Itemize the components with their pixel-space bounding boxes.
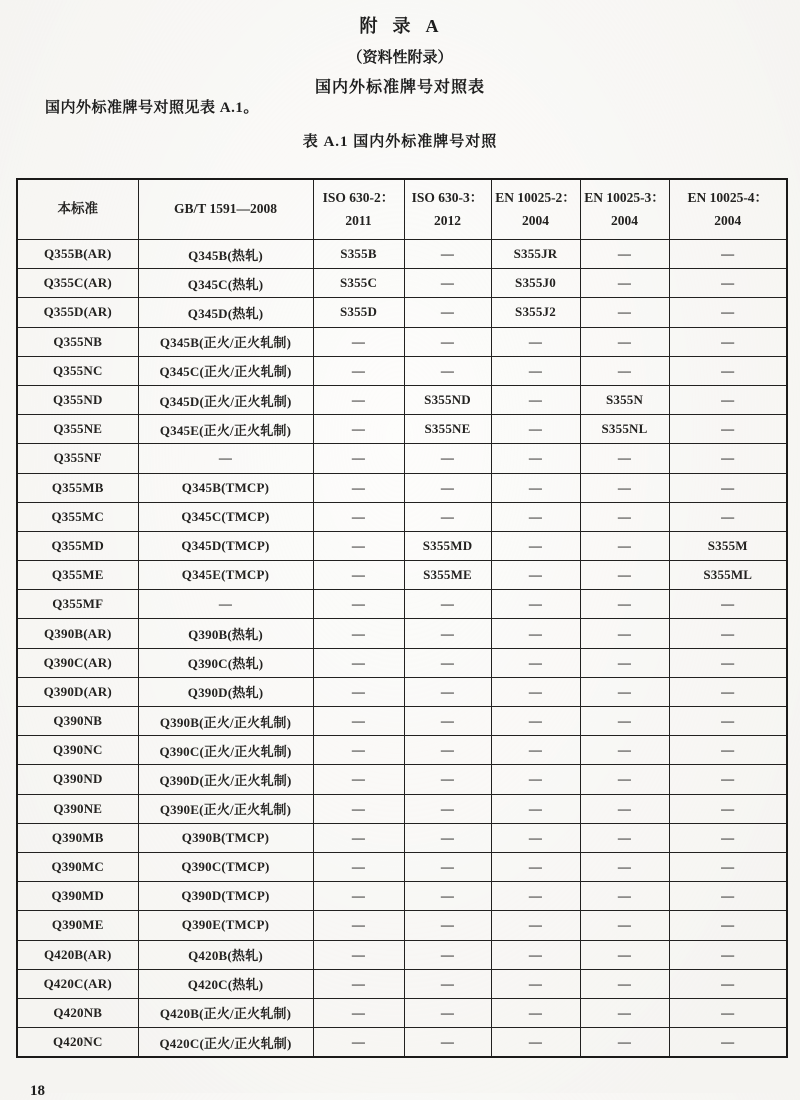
table-cell: — (669, 1028, 787, 1058)
table-cell: — (491, 823, 580, 852)
table-cell: — (491, 444, 580, 473)
grade-cell: Q390NB (17, 707, 138, 736)
table-cell: — (669, 590, 787, 619)
table-cell: S355NL (580, 415, 669, 444)
table-cell: — (404, 998, 491, 1027)
table-cell: — (491, 940, 580, 969)
table-cell: — (313, 444, 404, 473)
table-cell: S355JR (491, 240, 580, 269)
grade-cell: Q355ND (17, 385, 138, 414)
table-cell: S355N (580, 385, 669, 414)
table-cell: — (669, 677, 787, 706)
table-cell: — (313, 736, 404, 765)
col-header-line2: 2012 (434, 212, 461, 228)
table-cell: Q345D(正火/正火轧制) (138, 385, 313, 414)
table-body (17, 240, 787, 1058)
table-cell: — (313, 415, 404, 444)
table-row (17, 444, 787, 473)
table-cell: — (580, 794, 669, 823)
table-cell: — (669, 444, 787, 473)
table-row (17, 969, 787, 998)
col-header-line1: 本标准 (57, 201, 98, 217)
table-cell: — (491, 415, 580, 444)
grade-cell: Q390B(AR) (17, 619, 138, 648)
table-cell: — (404, 1028, 491, 1058)
col-header-line1: EN 10025-4： (687, 189, 769, 205)
table-cell: Q390B(TMCP) (138, 823, 313, 852)
table-cell: — (669, 911, 787, 940)
table-cell: — (669, 619, 787, 648)
table-row (17, 794, 787, 823)
grade-cell: Q420B(AR) (17, 940, 138, 969)
table-cell: — (669, 356, 787, 385)
table-row (17, 765, 787, 794)
table-cell: — (404, 823, 491, 852)
table-cell: — (669, 998, 787, 1027)
table-cell: S355ND (404, 385, 491, 414)
table-cell: — (491, 707, 580, 736)
table-cell: — (491, 998, 580, 1027)
table-cell: — (491, 969, 580, 998)
table-cell: — (580, 882, 669, 911)
table-cell: — (491, 385, 580, 414)
table-cell: S355B (313, 240, 404, 269)
table-row (17, 677, 787, 706)
table-cell: Q345C(热轧) (138, 269, 313, 298)
table-cell: — (580, 240, 669, 269)
table-cell: — (669, 385, 787, 414)
table-row (17, 619, 787, 648)
grade-cell: Q355B(AR) (17, 240, 138, 269)
table-cell: — (491, 794, 580, 823)
table-cell: — (491, 677, 580, 706)
table-cell: — (138, 590, 313, 619)
grade-cell: Q355C(AR) (17, 269, 138, 298)
intro-paragraph: 国内外标准牌号对照见表 A.1。 (45, 100, 259, 116)
table-row (17, 240, 787, 269)
table-cell: — (313, 385, 404, 414)
table-row (17, 531, 787, 560)
table-cell: — (580, 823, 669, 852)
table-row (17, 415, 787, 444)
table-row (17, 590, 787, 619)
table-row (17, 298, 787, 327)
table-cell: — (491, 531, 580, 560)
table-cell: — (313, 619, 404, 648)
table-cell: — (580, 677, 669, 706)
table-cell: — (404, 648, 491, 677)
table-cell: — (313, 677, 404, 706)
table-cell: — (669, 765, 787, 794)
grade-cell: Q390D(AR) (17, 677, 138, 706)
table-cell: S355J2 (491, 298, 580, 327)
table-row (17, 852, 787, 881)
appendix-title: 附 录 A (359, 16, 441, 36)
table-cell: — (669, 823, 787, 852)
table-cell: — (580, 561, 669, 590)
table-cell: — (491, 356, 580, 385)
table-cell: — (669, 736, 787, 765)
table-cell: — (669, 327, 787, 356)
table-cell: — (313, 327, 404, 356)
col-header-line1: EN 10025-2： (495, 189, 576, 205)
table-cell: — (313, 969, 404, 998)
table-cell: — (313, 794, 404, 823)
table-cell: — (313, 911, 404, 940)
table-row (17, 502, 787, 531)
table-cell: — (491, 327, 580, 356)
table-cell: Q345D(热轧) (138, 298, 313, 327)
table-cell: — (669, 269, 787, 298)
table-cell: — (669, 502, 787, 531)
table-cell: — (491, 736, 580, 765)
table-cell: — (138, 444, 313, 473)
table-cell: — (404, 590, 491, 619)
table-cell: — (404, 619, 491, 648)
table-cell: Q345B(热轧) (138, 240, 313, 269)
table-cell: — (669, 298, 787, 327)
table-cell: — (580, 911, 669, 940)
col-header-en10025-4 (669, 179, 787, 240)
table-row (17, 473, 787, 502)
table-cell: Q345C(TMCP) (138, 502, 313, 531)
table-cell: — (580, 998, 669, 1027)
table-cell: — (313, 765, 404, 794)
table-cell: — (669, 852, 787, 881)
table-cell: — (580, 648, 669, 677)
table-cell: — (404, 240, 491, 269)
table-row (17, 736, 787, 765)
col-header-line2: 2011 (345, 212, 372, 228)
col-header-line2: 2004 (522, 212, 549, 228)
grade-cell: Q355MC (17, 502, 138, 531)
table-row (17, 1028, 787, 1058)
comparison-table (16, 178, 788, 1058)
table-row (17, 882, 787, 911)
table-cell: S355MD (404, 531, 491, 560)
col-header-line1: ISO 630-2： (322, 189, 395, 205)
table-cell: — (580, 531, 669, 560)
table-cell: — (313, 1028, 404, 1058)
table-cell: — (491, 590, 580, 619)
table-cell: — (313, 882, 404, 911)
table-cell: — (404, 707, 491, 736)
grade-cell: Q390MD (17, 882, 138, 911)
col-header-line2: 2004 (714, 212, 742, 228)
table-cell: — (669, 648, 787, 677)
table-row (17, 911, 787, 940)
table-cell: Q345D(TMCP) (138, 531, 313, 560)
table-cell: Q390C(正火/正火轧制) (138, 736, 313, 765)
table-cell: — (404, 940, 491, 969)
table-cell: S355C (313, 269, 404, 298)
grade-cell: Q390NC (17, 736, 138, 765)
table-cell: — (669, 940, 787, 969)
col-header-line1: GB/T 1591—2008 (174, 201, 277, 217)
table-cell: — (313, 707, 404, 736)
grade-cell: Q355ME (17, 561, 138, 590)
col-header-iso630-2 (313, 179, 404, 240)
grade-cell: Q390MB (17, 823, 138, 852)
table-cell: Q390E(TMCP) (138, 911, 313, 940)
table-cell: — (404, 736, 491, 765)
table-cell: — (580, 940, 669, 969)
table-cell: — (313, 648, 404, 677)
table-cell: — (491, 852, 580, 881)
table-cell: Q345E(正火/正火轧制) (138, 415, 313, 444)
col-header-iso630-3 (404, 179, 491, 240)
table-cell: Q420C(热轧) (138, 969, 313, 998)
grade-cell: Q420NC (17, 1028, 138, 1058)
table-cell: — (580, 298, 669, 327)
table-row (17, 269, 787, 298)
grade-cell: Q355MD (17, 531, 138, 560)
grade-cell: Q355D(AR) (17, 298, 138, 327)
table-cell: Q420C(正火/正火轧制) (138, 1028, 313, 1058)
col-header-benbiaozhun (17, 179, 138, 240)
table-cell: — (404, 852, 491, 881)
grade-cell: Q420NB (17, 998, 138, 1027)
table-cell: — (404, 969, 491, 998)
appendix-subtitle: （资料性附录） (347, 50, 453, 66)
table-cell: — (404, 502, 491, 531)
table-cell: — (580, 1028, 669, 1058)
grade-cell: Q355NC (17, 356, 138, 385)
table-cell: — (313, 940, 404, 969)
table-cell: S355J0 (491, 269, 580, 298)
table-cell: — (491, 648, 580, 677)
table-cell: Q390E(正火/正火轧制) (138, 794, 313, 823)
table-cell: — (491, 502, 580, 531)
table-cell: Q390B(热轧) (138, 619, 313, 648)
table-cell: Q345E(TMCP) (138, 561, 313, 590)
table-cell: S355ML (669, 561, 787, 590)
document-header (0, 0, 800, 97)
table-cell: — (669, 794, 787, 823)
table-cell: — (580, 269, 669, 298)
table-cell: Q390C(热轧) (138, 648, 313, 677)
table-cell: — (669, 240, 787, 269)
grade-cell: Q355MF (17, 590, 138, 619)
table-cell: — (580, 327, 669, 356)
table-cell: S355D (313, 298, 404, 327)
table-row (17, 823, 787, 852)
table-cell: — (404, 473, 491, 502)
col-header-en10025-2 (491, 179, 580, 240)
table-cell: Q420B(热轧) (138, 940, 313, 969)
grade-cell: Q390NE (17, 794, 138, 823)
table-row (17, 356, 787, 385)
table-cell: — (580, 619, 669, 648)
table-cell: — (313, 473, 404, 502)
table-row (17, 385, 787, 414)
table-cell: — (491, 473, 580, 502)
table-cell: Q345C(正火/正火轧制) (138, 356, 313, 385)
table-cell: Q420B(正火/正火轧制) (138, 998, 313, 1027)
col-header-en10025-3 (580, 179, 669, 240)
table-cell: — (580, 736, 669, 765)
table-cell: — (404, 911, 491, 940)
table-cell: — (404, 765, 491, 794)
table-cell: — (669, 415, 787, 444)
table-cell: — (313, 561, 404, 590)
col-header-gbt1591 (138, 179, 313, 240)
grade-cell: Q355MB (17, 473, 138, 502)
table-cell: — (669, 473, 787, 502)
table-row (17, 648, 787, 677)
table-row (17, 561, 787, 590)
header-row (17, 179, 787, 240)
table-cell: — (491, 561, 580, 590)
grade-cell: Q390MC (17, 852, 138, 881)
col-header-line1: ISO 630-3： (411, 189, 484, 205)
table-cell: — (404, 298, 491, 327)
grade-cell: Q355NB (17, 327, 138, 356)
table-cell: S355M (669, 531, 787, 560)
table-cell: — (580, 473, 669, 502)
table-cell: Q345B(TMCP) (138, 473, 313, 502)
table-cell: — (404, 882, 491, 911)
table-cell: — (313, 823, 404, 852)
table-head (17, 179, 787, 240)
table-cell: — (669, 969, 787, 998)
table-cell: — (580, 444, 669, 473)
table-cell: — (491, 1028, 580, 1058)
table-cell: Q390D(正火/正火轧制) (138, 765, 313, 794)
table-cell: Q390C(TMCP) (138, 852, 313, 881)
table-cell: — (580, 707, 669, 736)
table-cell: — (491, 765, 580, 794)
table-cell: — (313, 852, 404, 881)
table-cell: — (313, 998, 404, 1027)
table-cell: — (669, 882, 787, 911)
table-row (17, 707, 787, 736)
table-cell: Q345B(正火/正火轧制) (138, 327, 313, 356)
table-cell: — (580, 765, 669, 794)
table-cell: — (580, 969, 669, 998)
grade-cell: Q390C(AR) (17, 648, 138, 677)
table-cell: — (491, 882, 580, 911)
page-number: 18 (30, 1083, 45, 1099)
table-cell: — (404, 794, 491, 823)
table-cell: — (404, 269, 491, 298)
col-header-line2: 2004 (611, 212, 638, 228)
table-cell: — (580, 502, 669, 531)
table-cell: — (313, 531, 404, 560)
table-cell: — (669, 707, 787, 736)
table-caption: 表 A.1 国内外标准牌号对照 (302, 134, 498, 150)
appendix-heading: 国内外标准牌号对照表 (314, 79, 485, 96)
table-cell: — (580, 590, 669, 619)
table-cell: S355NE (404, 415, 491, 444)
table-cell: S355ME (404, 561, 491, 590)
table-row (17, 940, 787, 969)
col-header-line1: EN 10025-3： (584, 189, 665, 205)
table-cell: — (491, 619, 580, 648)
table-cell: — (313, 502, 404, 531)
table-cell: — (580, 356, 669, 385)
table-cell: — (580, 852, 669, 881)
table-cell: — (404, 677, 491, 706)
table-cell: Q390B(正火/正火轧制) (138, 707, 313, 736)
grade-cell: Q390ND (17, 765, 138, 794)
table-cell: — (313, 356, 404, 385)
grade-cell: Q390ME (17, 911, 138, 940)
grade-cell: Q355NF (17, 444, 138, 473)
table-row (17, 998, 787, 1027)
grade-cell: Q420C(AR) (17, 969, 138, 998)
table-cell: — (491, 911, 580, 940)
table-cell: Q390D(热轧) (138, 677, 313, 706)
table-cell: — (404, 444, 491, 473)
table-cell: — (404, 356, 491, 385)
grade-cell: Q355NE (17, 415, 138, 444)
table-cell: — (404, 327, 491, 356)
table-row (17, 327, 787, 356)
table-cell: — (313, 590, 404, 619)
table-cell: Q390D(TMCP) (138, 882, 313, 911)
